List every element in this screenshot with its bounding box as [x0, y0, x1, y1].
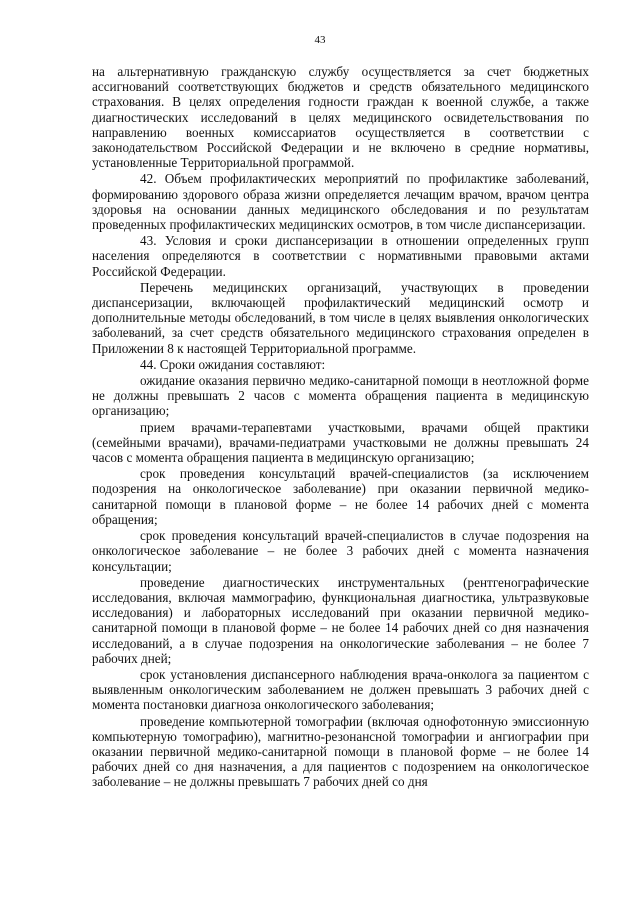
paragraph: проведение компьютерной томографии (включая однофотонную эмиссионную компьютерную томографию), магнитно-резонансной томографии и ангиографии при оказании первичной медико-санитарной помощи в плановой форме – не более 14 рабочих дней со дня назначения, а для пациентов с подозрением на онкологическое заболевание – не должны превышать 7 рабочих дней со дня	[92, 713, 589, 790]
paragraph: проведение диагностических инструментальных (рентгенографические исследования, включая маммографию, функциональная диагностика, ультразвуковые исследования) и лабораторных исследований при оказании первичной медико-санитарной помощи в плановой форме – не более 14 рабочих дней со дня назначения исследований, а в случае подозрения на онкологические заболевания – не более 7 рабочих дней;	[92, 574, 589, 666]
paragraph: на альтернативную гражданскую службу осуществляется за счет бюджетных ассигнований соответствующих бюджетов и средств обязательного медицинского страхования. В целях определения годности граждан к военной службе, а также диагностических исследований в целях медицинского освидетельствования по направлению военных комиссариатов осуществляется в соответствии с законодательством Российской Федерации и не включено в средние нормативы, установленные Территориальной программой.	[92, 64, 589, 171]
paragraph: срок проведения консультаций врачей-специалистов в случае подозрения на онкологическое заболевание – не более 3 рабочих дней с момента назначения консультации;	[92, 528, 589, 574]
paragraph: срок проведения консультаций врачей-специалистов (за исключением подозрения на онкологическое заболевание) при оказании первичной медико-санитарной помощи в плановой форме – не более 14 рабочих дней с момента обращения;	[92, 466, 589, 527]
paragraph: ожидание оказания первично медико-санитарной помощи в неотложной форме не должны превышать 2 часов с момента обращения пациента в медицинскую организацию;	[92, 373, 589, 419]
document-body	[92, 64, 589, 791]
paragraph: 42. Объем профилактических мероприятий по профилактике заболеваний, формированию здорового образа жизни определяется лечащим врачом, врачом центра здоровья на основании данных медицинского обследования и по результатам проведенных профилактических медицинских осмотров, в том числе диспансеризации.	[92, 171, 589, 233]
paragraph: 44. Сроки ожидания составляют:	[140, 356, 326, 372]
page-number: 43	[314, 34, 326, 46]
paragraph: срок установления диспансерного наблюдения врача-онколога за пациентом с выявленным онкологическим заболеванием не должен превышать 3 рабочих дней с момента постановки диагноза онкологического заболевания;	[92, 666, 589, 713]
paragraph: Перечень медицинских организаций, участвующих в проведении диспансеризации, включающей профилактический медицинский осмотр и дополнительные методы обследований, в том числе в целях выявления онкологических заболеваний, за счет средств обязательного медицинского страхования определен в Приложении 8 к настоящей Территориальной программе.	[92, 279, 589, 356]
paragraph: 43. Условия и сроки диспансеризации в отношении определенных групп населения определяются в соответствии с нормативными правовыми актами Российской Федерации.	[92, 233, 589, 279]
paragraph: прием врачами-терапевтами участковыми, врачами общей практики (семейными врачами), врачами-педиатрами участковыми не должны превышать 24 часов с момента обращения пациента в медицинскую организацию;	[92, 419, 589, 466]
